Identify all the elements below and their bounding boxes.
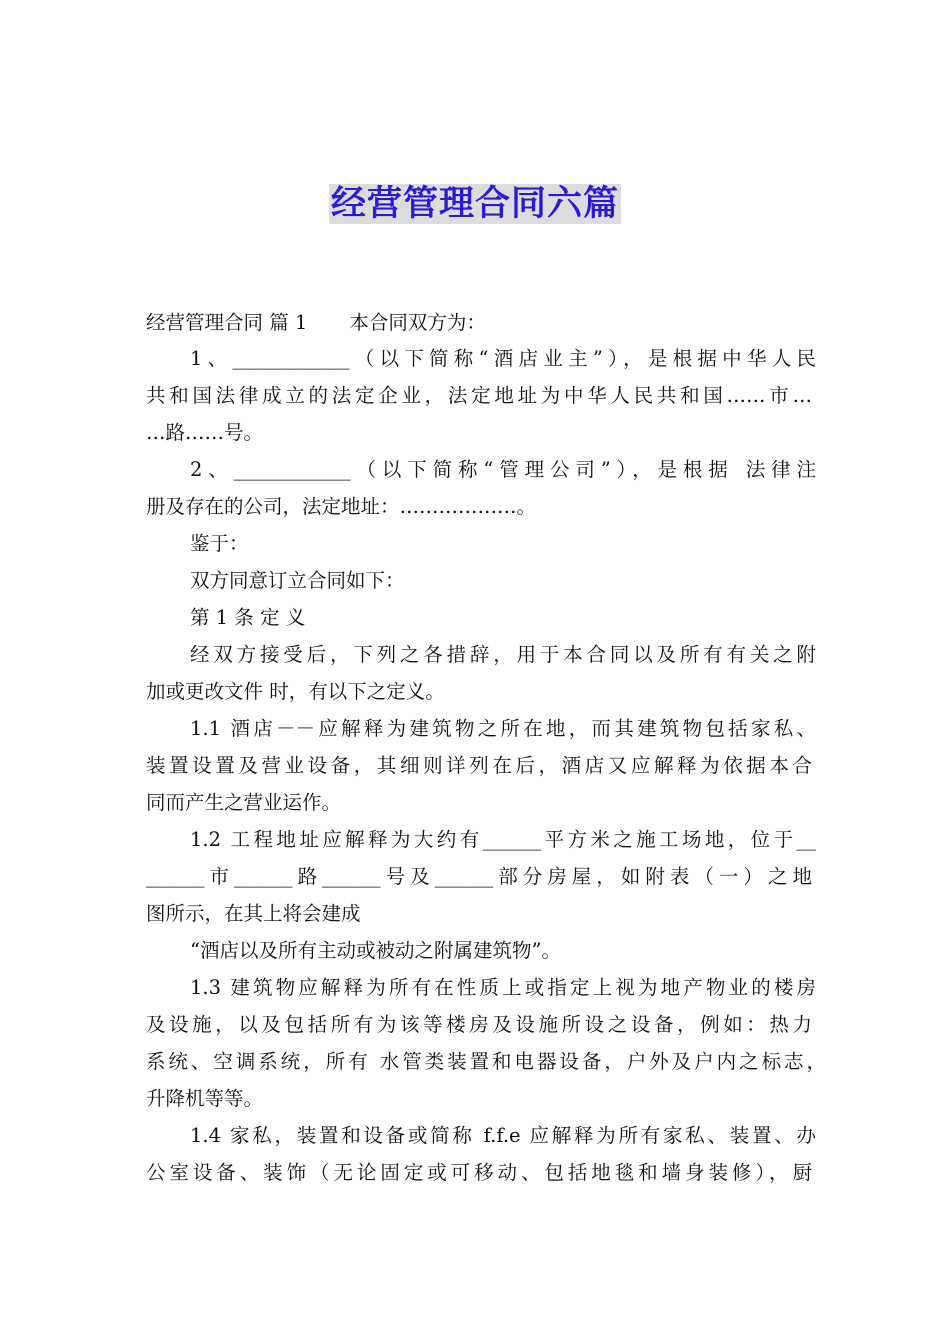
document-title-wrap [0,176,950,226]
paragraph-line: 及设施，以及包括所有为该等楼房及设施所设之设备，例如：热力 [146,1013,812,1036]
paragraph-text: 本合同双方为： [349,311,486,334]
paragraph-line: …路……号。 [146,421,264,444]
paragraph-line [146,311,826,335]
article-heading: 第 1 条 定 义 [190,606,306,629]
paragraph-line: 同而产生之营业运作。 [146,791,342,814]
paragraph-line: “酒店以及所有主动或被动之附属建筑物”。 [190,939,561,962]
paragraph-line: 共和国法律成立的法定企业，法定地址为中华人民共和国……市… [146,384,812,407]
paragraph-line: 公室设备、装饰（无论固定或可移动、包括地毯和墙身装修），厨 [146,1161,812,1184]
paragraph-line: 1.2 工程地址应解释为大约有______平方米之施工场地，位于__ [190,828,816,851]
paragraph-line: 册及存在的公司，法定地址：………………。 [146,495,537,518]
document-title: 经营管理合同六篇 [330,184,619,224]
paragraph-line: 经双方接受后，下列之各措辞，用于本合同以及所有有关之附 [190,643,816,666]
paragraph-line: 2、____________（以下简称“管理公司”），是根据 法律注 [190,458,816,481]
paragraph-line: 1.4 家私，装置和设备或简称 f.f.e 应解释为所有家私、装置、办 [190,1124,816,1147]
paragraph-line: 1.1 酒店－－应解释为建筑物之所在地，而其建筑物包括家私、 [190,717,816,740]
paragraph-line: 1、____________（以下简称“酒店业主”），是根据中华人民 [190,347,816,370]
paragraph-line: 升降机等等。 [146,1087,264,1110]
paragraph-line: 装置设置及营业设备，其细则详列在后，酒店又应解释为依据本合 [146,754,812,777]
paragraph-line: 系统、空调系统，所有 水管类装置和电器设备，户外及户内之标志， [146,1050,826,1073]
paragraph-line: ______市______路______号及______部分房屋，如附表（一）之地 [146,865,812,888]
paragraph-line: 加或更改文件 时，有以下之定义。 [146,680,445,703]
paragraph-line: 鉴于： [190,532,249,555]
paragraph-line: 双方同意订立合同如下： [190,569,405,592]
section-heading: 经营管理合同 篇 1 [146,311,308,334]
paragraph-line: 图所示，在其上将会建成 [146,902,361,925]
paragraph-line: 1.3 建筑物应解释为所有在性质上或指定上视为地产物业的楼房 [190,976,816,999]
